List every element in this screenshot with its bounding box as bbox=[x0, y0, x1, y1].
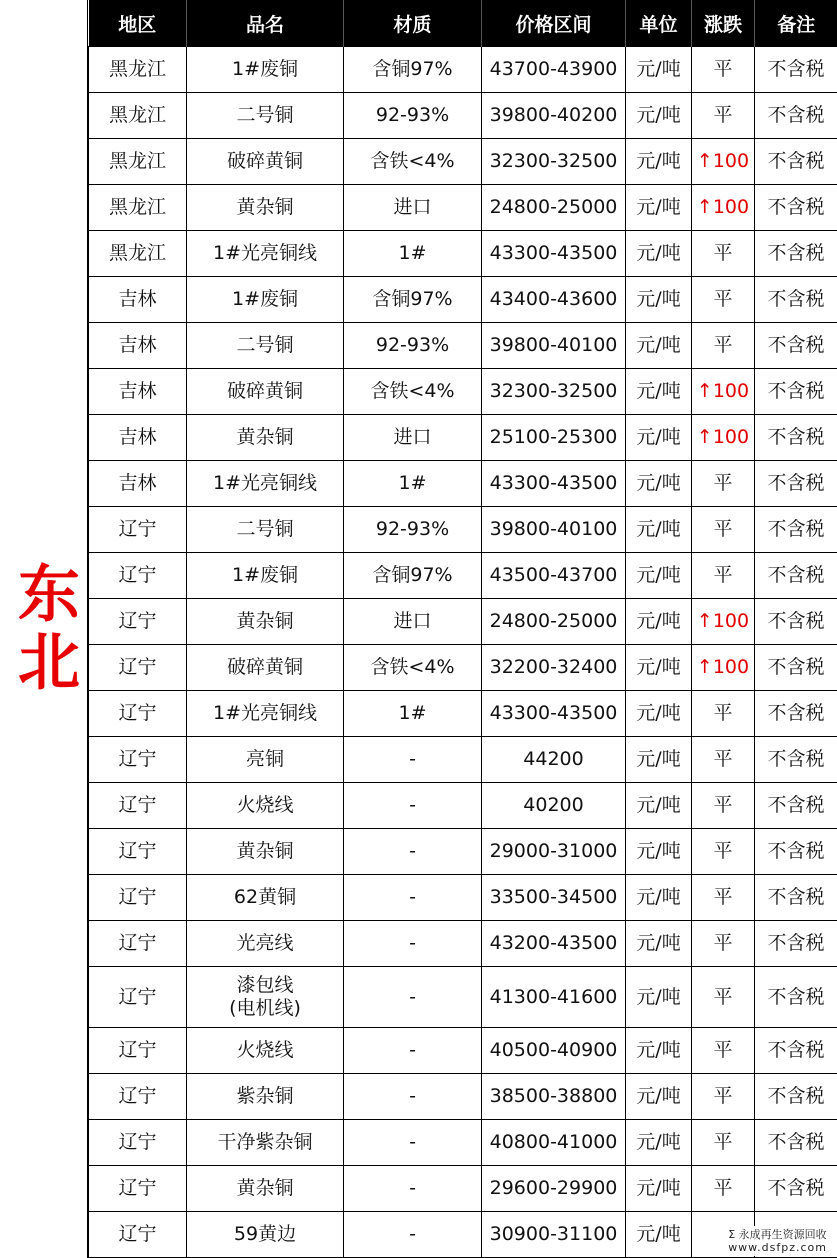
table-row bbox=[89, 875, 837, 921]
header-unit: 单位 bbox=[626, 0, 692, 47]
change-cell: 平 bbox=[692, 47, 755, 93]
unit-cell: 元/吨 bbox=[626, 967, 692, 1028]
price-cell: 33500-34500 bbox=[482, 875, 626, 921]
unit-cell: 元/吨 bbox=[626, 783, 692, 829]
area-cell: 辽宁 bbox=[89, 553, 187, 599]
area-cell: 辽宁 bbox=[89, 829, 187, 875]
unit-cell: 元/吨 bbox=[626, 1074, 692, 1120]
name-cell: 光亮线 bbox=[187, 921, 344, 967]
change-cell: 平 bbox=[692, 875, 755, 921]
area-cell: 吉林 bbox=[89, 415, 187, 461]
name-cell: 二号铜 bbox=[187, 507, 344, 553]
name-cell bbox=[187, 967, 344, 1028]
logo-icon: Ʃ bbox=[728, 1228, 736, 1241]
table-header bbox=[89, 0, 837, 47]
area-cell: 吉林 bbox=[89, 323, 187, 369]
price-cell: 39800-40200 bbox=[482, 93, 626, 139]
note-cell: 不含税 bbox=[755, 783, 837, 829]
note-cell: 不含税 bbox=[755, 967, 837, 1028]
material-cell: 含铜97% bbox=[344, 553, 482, 599]
header-area: 地区 bbox=[89, 0, 187, 47]
price-cell: 32200-32400 bbox=[482, 645, 626, 691]
change-cell: 平 bbox=[692, 507, 755, 553]
table-row bbox=[89, 921, 837, 967]
name-cell: 破碎黄铜 bbox=[187, 645, 344, 691]
name-cell: 火烧线 bbox=[187, 783, 344, 829]
change-cell: ↑100 bbox=[692, 645, 755, 691]
area-cell: 辽宁 bbox=[89, 1166, 187, 1212]
change-cell: 平 bbox=[692, 231, 755, 277]
note-cell: 不含税 bbox=[755, 461, 837, 507]
change-cell: 平 bbox=[692, 1166, 755, 1212]
watermark-url: www.dsfpz.com bbox=[728, 1241, 827, 1254]
unit-cell: 元/吨 bbox=[626, 599, 692, 645]
name-cell: 黄杂铜 bbox=[187, 599, 344, 645]
area-cell: 辽宁 bbox=[89, 507, 187, 553]
name-cell: 黄杂铜 bbox=[187, 1166, 344, 1212]
price-cell: 41300-41600 bbox=[482, 967, 626, 1028]
change-cell: 平 bbox=[692, 323, 755, 369]
name-cell: 1#废铜 bbox=[187, 47, 344, 93]
name-cell: 黄杂铜 bbox=[187, 829, 344, 875]
region-label: 东北 bbox=[7, 561, 81, 697]
change-cell: ↑100 bbox=[692, 139, 755, 185]
unit-cell: 元/吨 bbox=[626, 737, 692, 783]
price-cell: 24800-25000 bbox=[482, 599, 626, 645]
note-cell: 不含税 bbox=[755, 599, 837, 645]
price-cell: 43400-43600 bbox=[482, 277, 626, 323]
note-cell: 不含税 bbox=[755, 553, 837, 599]
name-cell: 破碎黄铜 bbox=[187, 369, 344, 415]
price-cell: 30900-31100 bbox=[482, 1212, 626, 1258]
name-cell: 1#光亮铜线 bbox=[187, 461, 344, 507]
table-row bbox=[89, 553, 837, 599]
note-cell: 不含税 bbox=[755, 47, 837, 93]
region-cell bbox=[0, 0, 88, 1258]
material-cell: - bbox=[344, 737, 482, 783]
name-line-1: 漆包线 bbox=[236, 974, 294, 996]
price-cell: 29000-31000 bbox=[482, 829, 626, 875]
material-cell: - bbox=[344, 967, 482, 1028]
area-cell: 辽宁 bbox=[89, 1028, 187, 1074]
table-row bbox=[89, 415, 837, 461]
material-cell: 1# bbox=[344, 691, 482, 737]
change-cell: 平 bbox=[692, 93, 755, 139]
unit-cell: 元/吨 bbox=[626, 277, 692, 323]
note-cell: 不含税 bbox=[755, 921, 837, 967]
change-cell: 平 bbox=[692, 1074, 755, 1120]
change-cell: ↑100 bbox=[692, 415, 755, 461]
name-cell: 1#废铜 bbox=[187, 277, 344, 323]
header-name: 品名 bbox=[187, 0, 344, 47]
material-cell: 1# bbox=[344, 231, 482, 277]
table-row bbox=[89, 369, 837, 415]
table-row bbox=[89, 231, 837, 277]
name-cell: 二号铜 bbox=[187, 93, 344, 139]
change-cell: ↑100 bbox=[692, 369, 755, 415]
area-cell: 吉林 bbox=[89, 277, 187, 323]
name-cell: 火烧线 bbox=[187, 1028, 344, 1074]
area-cell: 吉林 bbox=[89, 369, 187, 415]
material-cell: 92-93% bbox=[344, 507, 482, 553]
area-cell: 辽宁 bbox=[89, 737, 187, 783]
table-row bbox=[89, 185, 837, 231]
unit-cell: 元/吨 bbox=[626, 1028, 692, 1074]
unit-cell: 元/吨 bbox=[626, 461, 692, 507]
area-cell: 辽宁 bbox=[89, 645, 187, 691]
material-cell: - bbox=[344, 921, 482, 967]
area-cell: 辽宁 bbox=[89, 599, 187, 645]
unit-cell: 元/吨 bbox=[626, 93, 692, 139]
header-price: 价格区间 bbox=[482, 0, 626, 47]
price-cell: 43300-43500 bbox=[482, 461, 626, 507]
note-cell: 不含税 bbox=[755, 277, 837, 323]
note-cell: 不含税 bbox=[755, 829, 837, 875]
unit-cell: 元/吨 bbox=[626, 875, 692, 921]
price-cell: 43300-43500 bbox=[482, 231, 626, 277]
price-cell: 24800-25000 bbox=[482, 185, 626, 231]
unit-cell: 元/吨 bbox=[626, 1212, 692, 1258]
area-cell: 辽宁 bbox=[89, 1074, 187, 1120]
material-cell: - bbox=[344, 829, 482, 875]
header-material: 材质 bbox=[344, 0, 482, 47]
table-body bbox=[89, 47, 837, 1258]
table-row bbox=[89, 967, 837, 1028]
table-row bbox=[89, 645, 837, 691]
table-row bbox=[89, 1166, 837, 1212]
table-row bbox=[89, 691, 837, 737]
price-table bbox=[88, 0, 837, 1258]
price-cell: 43200-43500 bbox=[482, 921, 626, 967]
price-cell: 25100-25300 bbox=[482, 415, 626, 461]
change-cell: 平 bbox=[692, 1120, 755, 1166]
table-row bbox=[89, 1074, 837, 1120]
note-cell: 不含税 bbox=[755, 1028, 837, 1074]
name-cell: 1#光亮铜线 bbox=[187, 691, 344, 737]
name-cell: 亮铜 bbox=[187, 737, 344, 783]
material-cell: 含铁<4% bbox=[344, 369, 482, 415]
material-cell: - bbox=[344, 783, 482, 829]
name-cell: 1#废铜 bbox=[187, 553, 344, 599]
area-cell: 辽宁 bbox=[89, 691, 187, 737]
note-cell: 不含税 bbox=[755, 507, 837, 553]
table-row bbox=[89, 93, 837, 139]
note-cell: 不含税 bbox=[755, 875, 837, 921]
table-row bbox=[89, 47, 837, 93]
unit-cell: 元/吨 bbox=[626, 1120, 692, 1166]
material-cell: - bbox=[344, 1120, 482, 1166]
table-row bbox=[89, 139, 837, 185]
change-cell: 平 bbox=[692, 829, 755, 875]
price-cell: 38500-38800 bbox=[482, 1074, 626, 1120]
area-cell: 辽宁 bbox=[89, 1212, 187, 1258]
area-cell: 辽宁 bbox=[89, 967, 187, 1028]
material-cell: 含铁<4% bbox=[344, 139, 482, 185]
material-cell: - bbox=[344, 1212, 482, 1258]
table-row bbox=[89, 277, 837, 323]
header-change: 涨跌 bbox=[692, 0, 755, 47]
name-cell: 黄杂铜 bbox=[187, 415, 344, 461]
price-cell: 39800-40100 bbox=[482, 507, 626, 553]
material-cell: 92-93% bbox=[344, 93, 482, 139]
name-cell: 二号铜 bbox=[187, 323, 344, 369]
material-cell: - bbox=[344, 1074, 482, 1120]
area-cell: 黑龙江 bbox=[89, 93, 187, 139]
area-cell: 黑龙江 bbox=[89, 231, 187, 277]
name-cell: 62黄铜 bbox=[187, 875, 344, 921]
area-cell: 辽宁 bbox=[89, 921, 187, 967]
watermark bbox=[724, 1226, 831, 1256]
price-cell: 43700-43900 bbox=[482, 47, 626, 93]
area-cell: 黑龙江 bbox=[89, 139, 187, 185]
unit-cell: 元/吨 bbox=[626, 553, 692, 599]
name-line-2: (电机线) bbox=[229, 997, 301, 1019]
unit-cell: 元/吨 bbox=[626, 231, 692, 277]
note-cell: 不含税 bbox=[755, 369, 837, 415]
material-cell: 含铜97% bbox=[344, 47, 482, 93]
name-cell: 干净紫杂铜 bbox=[187, 1120, 344, 1166]
note-cell: 不含税 bbox=[755, 139, 837, 185]
material-cell: 含铁<4% bbox=[344, 645, 482, 691]
note-cell: 不含税 bbox=[755, 691, 837, 737]
table-row bbox=[89, 737, 837, 783]
unit-cell: 元/吨 bbox=[626, 1166, 692, 1212]
note-cell: 不含税 bbox=[755, 1166, 837, 1212]
area-cell: 吉林 bbox=[89, 461, 187, 507]
material-cell: 1# bbox=[344, 461, 482, 507]
unit-cell: 元/吨 bbox=[626, 645, 692, 691]
material-cell: 含铜97% bbox=[344, 277, 482, 323]
note-cell: 不含税 bbox=[755, 415, 837, 461]
note-cell: 不含税 bbox=[755, 185, 837, 231]
note-cell: 不含税 bbox=[755, 93, 837, 139]
area-cell: 黑龙江 bbox=[89, 185, 187, 231]
table-row bbox=[89, 783, 837, 829]
price-cell: 44200 bbox=[482, 737, 626, 783]
change-cell: 平 bbox=[692, 461, 755, 507]
change-cell: 平 bbox=[692, 277, 755, 323]
price-cell: 32300-32500 bbox=[482, 139, 626, 185]
price-cell: 40500-40900 bbox=[482, 1028, 626, 1074]
unit-cell: 元/吨 bbox=[626, 47, 692, 93]
price-cell: 43300-43500 bbox=[482, 691, 626, 737]
unit-cell: 元/吨 bbox=[626, 415, 692, 461]
area-cell: 辽宁 bbox=[89, 1120, 187, 1166]
change-cell: 平 bbox=[692, 921, 755, 967]
table-row bbox=[89, 323, 837, 369]
unit-cell: 元/吨 bbox=[626, 369, 692, 415]
material-cell: - bbox=[344, 1166, 482, 1212]
header-row bbox=[89, 0, 837, 47]
material-cell: 进口 bbox=[344, 415, 482, 461]
change-cell: ↑100 bbox=[692, 599, 755, 645]
table-row bbox=[89, 461, 837, 507]
price-cell: 39800-40100 bbox=[482, 323, 626, 369]
name-cell: 黄杂铜 bbox=[187, 185, 344, 231]
price-cell: 40200 bbox=[482, 783, 626, 829]
unit-cell: 元/吨 bbox=[626, 921, 692, 967]
change-cell: 平 bbox=[692, 783, 755, 829]
unit-cell: 元/吨 bbox=[626, 139, 692, 185]
note-cell: 不含税 bbox=[755, 1120, 837, 1166]
table-row bbox=[89, 1120, 837, 1166]
table-row bbox=[89, 1028, 837, 1074]
unit-cell: 元/吨 bbox=[626, 185, 692, 231]
material-cell: 进口 bbox=[344, 185, 482, 231]
area-cell: 黑龙江 bbox=[89, 47, 187, 93]
table-row bbox=[89, 507, 837, 553]
material-cell: - bbox=[344, 1028, 482, 1074]
change-cell: 平 bbox=[692, 1028, 755, 1074]
header-note: 备注 bbox=[755, 0, 837, 47]
change-cell: ↑100 bbox=[692, 185, 755, 231]
material-cell: - bbox=[344, 875, 482, 921]
name-cell: 59黄边 bbox=[187, 1212, 344, 1258]
change-cell: 平 bbox=[692, 553, 755, 599]
change-cell: 平 bbox=[692, 737, 755, 783]
name-cell: 1#光亮铜线 bbox=[187, 231, 344, 277]
unit-cell: 元/吨 bbox=[626, 829, 692, 875]
table-row bbox=[89, 829, 837, 875]
note-cell: 不含税 bbox=[755, 231, 837, 277]
price-cell: 43500-43700 bbox=[482, 553, 626, 599]
area-cell: 辽宁 bbox=[89, 783, 187, 829]
name-cell: 破碎黄铜 bbox=[187, 139, 344, 185]
price-cell: 40800-41000 bbox=[482, 1120, 626, 1166]
change-cell: 平 bbox=[692, 967, 755, 1028]
price-cell: 32300-32500 bbox=[482, 369, 626, 415]
area-cell: 辽宁 bbox=[89, 875, 187, 921]
price-cell: 29600-29900 bbox=[482, 1166, 626, 1212]
name-cell: 紫杂铜 bbox=[187, 1074, 344, 1120]
note-cell: 不含税 bbox=[755, 737, 837, 783]
note-cell: 不含税 bbox=[755, 323, 837, 369]
material-cell: 进口 bbox=[344, 599, 482, 645]
material-cell: 92-93% bbox=[344, 323, 482, 369]
watermark-name: 永成再生资源回收 bbox=[738, 1228, 827, 1241]
unit-cell: 元/吨 bbox=[626, 691, 692, 737]
unit-cell: 元/吨 bbox=[626, 507, 692, 553]
note-cell: 不含税 bbox=[755, 645, 837, 691]
change-cell: 平 bbox=[692, 691, 755, 737]
table-row bbox=[89, 599, 837, 645]
note-cell: 不含税 bbox=[755, 1074, 837, 1120]
unit-cell: 元/吨 bbox=[626, 323, 692, 369]
